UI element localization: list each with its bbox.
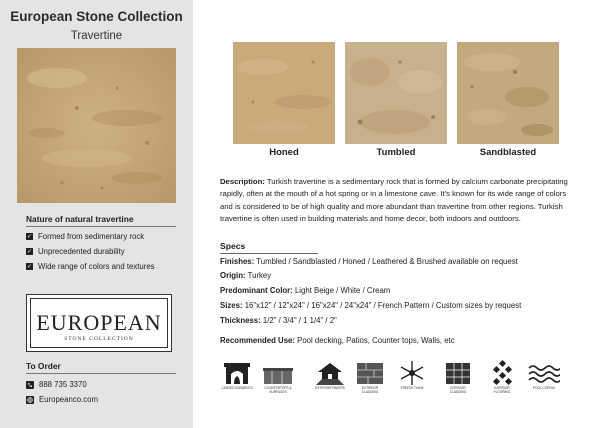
icon-label: POOL COPING xyxy=(532,386,556,390)
checkbox-icon: ✓ xyxy=(26,248,33,255)
icon-label: INTERIOR FLOORING xyxy=(493,386,511,394)
sample-label-tumbled: Tumbled xyxy=(376,147,416,158)
spec-sizes xyxy=(220,301,521,310)
spec-value: Turkey xyxy=(247,271,272,280)
logo-word: EUROPEAN xyxy=(36,310,162,335)
logo-frame xyxy=(30,298,168,348)
spec-value: Light Beige / White / Cream xyxy=(294,286,391,295)
icon-label: EXTERIOR CLADDING xyxy=(361,386,379,394)
interior-cladding-icon xyxy=(442,360,474,395)
travertine-main-swatch xyxy=(17,48,176,203)
spec-value: 16"x12" / 12"x24" / 16"x24" / 24"x24" / French Pattern / Custom sizes by request xyxy=(244,301,522,310)
spec-label: Predominant Color: xyxy=(220,286,293,295)
checkbox-icon: ✓ xyxy=(26,263,33,270)
pool-coping-icon xyxy=(528,360,560,391)
interior-flooring-icon xyxy=(486,360,518,395)
website-contact[interactable] xyxy=(26,395,98,404)
nature-heading: Nature of natural travertine xyxy=(26,214,134,224)
phone-icon xyxy=(26,381,34,389)
brand-title: European Stone Collection xyxy=(10,9,183,24)
feature-label: Formed from sedimentary rock xyxy=(38,232,145,241)
spec-origin xyxy=(220,271,271,280)
exterior-pavers-icon xyxy=(314,360,346,391)
spec-label: Recommended Use: xyxy=(220,336,295,345)
spec-value: Pool decking, Patios, Counter tops, Walls, etc xyxy=(297,336,455,345)
sample-label-sandblasted: Sandblasted xyxy=(479,147,537,158)
order-heading: To Order xyxy=(26,361,61,371)
icon-label: EXTERIOR PAVERS xyxy=(315,386,345,390)
description-text: Turkish travertine is a sedimentary rock that is formed by calcium carbonate precipitating rapidly, often at the mouth of a hot spring or in a limestone cave. It's known for its wide range of colors and is considered to be of high quality and more abundant than travertine from other regions. Turkish travertine is often used in building materials and home decor, both indoors and outdoors. xyxy=(220,177,568,223)
divider xyxy=(26,373,176,374)
spec-label: Origin: xyxy=(220,271,246,280)
feature-item xyxy=(26,247,125,256)
icon-label: CARVED ELEMENTS xyxy=(221,386,253,390)
left-panel xyxy=(0,0,193,428)
freeze-thaw-icon xyxy=(396,360,428,391)
spec-label: Sizes: xyxy=(220,301,243,310)
feature-label: Unprecedented durability xyxy=(38,247,125,256)
spec-color xyxy=(220,286,390,295)
exterior-cladding-icon xyxy=(354,360,386,395)
feature-item xyxy=(26,262,155,271)
divider xyxy=(26,226,176,227)
icon-label: COUNTERTOPS & SURFACES xyxy=(264,386,292,394)
spec-thickness xyxy=(220,316,337,325)
spec-label: Finishes: xyxy=(220,257,255,266)
product-subtitle: Travertine xyxy=(70,30,123,42)
checkbox-icon: ✓ xyxy=(26,233,33,240)
honed-sample xyxy=(233,42,335,144)
spec-recommended-use xyxy=(220,336,455,345)
carved-elements-icon xyxy=(221,360,253,391)
icon-label: FREEZE THAW xyxy=(400,386,424,390)
sandblasted-sample xyxy=(457,42,559,144)
tumbled-sample xyxy=(345,42,447,144)
specs-heading: Specs xyxy=(220,241,246,251)
countertops-icon xyxy=(262,360,294,395)
european-logo xyxy=(26,294,172,352)
spec-finishes xyxy=(220,257,518,266)
spec-value: 1/2" / 3/4" / 1 1/4" / 2" xyxy=(262,316,337,325)
sample-label-honed: Honed xyxy=(269,147,299,158)
logo-subtext: STONE COLLECTION xyxy=(64,336,134,342)
description xyxy=(220,176,578,225)
icon-label: INTERIOR CLADDING xyxy=(449,386,467,394)
website-link[interactable]: Europeanco.com xyxy=(39,395,98,404)
feature-label: Wide range of colors and textures xyxy=(38,262,155,271)
phone-contact[interactable] xyxy=(26,380,87,389)
divider xyxy=(220,253,318,254)
spec-value: Tumbled / Sandblasted / Honed / Leathered & Brushed available on request xyxy=(256,257,518,266)
globe-icon xyxy=(26,396,34,404)
description-label: Description: xyxy=(220,177,265,186)
phone-number[interactable]: 888 735 3370 xyxy=(39,380,87,389)
spec-label: Thickness: xyxy=(220,316,261,325)
feature-item xyxy=(26,232,144,241)
